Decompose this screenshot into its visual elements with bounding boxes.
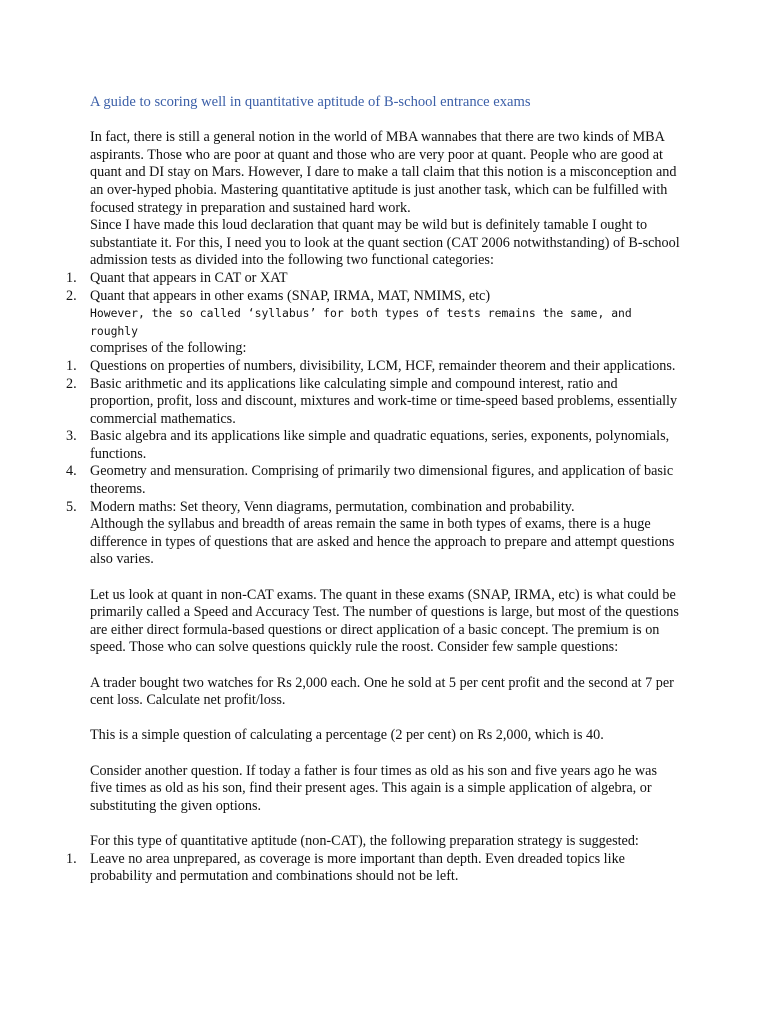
list-item: 2. Quant that appears in other exams (SNAP, IRMA, MAT, NMIMS, etc): [66, 287, 491, 304]
sample-question-2: Consider another question. If today a father is four times as old as his son and five years ago he was five times as old as his son, find their present ages. This again is a simple application of algebra, or substituting the given options.: [90, 762, 657, 814]
approach-paragraph: Although the syllabus and breadth of areas remain the same in both types of exams, there is a huge difference in types of questions that are asked and hence the approach to prepare and attempt questions also varies.: [90, 516, 675, 568]
document-title: A guide to scoring well in quantitative aptitude of B-school entrance exams: [90, 94, 531, 110]
list-item: 1. Quant that appears in CAT or XAT: [66, 269, 288, 286]
syllabus-intro: However, the so called ‘syllabus’ for both types of tests remains the same, and roughly comprises of the following:: [90, 306, 632, 357]
declaration-paragraph: Since I have made this loud declaration that quant may be wild but is definitely tamable I ought to substantiate it. For this, I need you to look at the quant section (CAT 2006 notwithstanding) of B-school admission tests as divided into the following two functional categories:: [90, 217, 680, 269]
list-item: 2. Basic arithmetic and its applications like calculating simple and compound interest, ratio and proportion, profit, loss and discount, mixtures and work-time or time-speed based problems, essentially commercial mathematics.: [66, 375, 678, 427]
document-body: [66, 94, 682, 886]
sample-question-1: A trader bought two watches for Rs 2,000 each. One he sold at 5 per cent profit and the second at 7 per cent loss. Calculate net profit/loss.: [90, 674, 674, 709]
non-cat-paragraph: Let us look at quant in non-CAT exams. The quant in these exams (SNAP, IRMA, etc) is what could be primarily called a Speed and Accuracy Test. The number of questions is large, but most of the questions are either direct formula-based questions or direct application of a basic concept. The premium is on speed. Those who can solve questions quickly rule the roost. Consider few sample questions:: [90, 586, 679, 656]
strategy-intro: For this type of quantitative aptitude (non-CAT), the following preparation strategy is suggested:: [90, 832, 639, 849]
list-item: 3. Basic algebra and its applications like simple and quadratic equations, series, exponents, polynomials, functions.: [66, 428, 670, 462]
list-item: 4. Geometry and mensuration. Comprising of primarily two dimensional figures, and application of basic theorems.: [66, 463, 674, 498]
answer-paragraph: This is a simple question of calculating a percentage (2 per cent) on Rs 2,000, which is 40.: [90, 727, 604, 744]
intro-paragraph: In fact, there is still a general notion in the world of MBA wannabes that there are two kinds of MBA aspirants. Those who are poor at quant and those who are very poor at quant. People who are good at quant and DI stay on Mars. However, I dare to make a tall claim that this notion is a misconception and an over-hyped phobia. Mastering quantitative aptitude is just another task, which can be fulfilled with focused strategy in preparation and sustained hard work.: [90, 129, 677, 216]
syllabus-list: [66, 357, 682, 516]
strategy-list: [66, 850, 682, 886]
categories-list: [66, 269, 682, 305]
list-item: 1. Questions on properties of numbers, divisibility, LCM, HCF, remainder theorem and their applications.: [66, 357, 676, 374]
list-item: 5. Modern maths: Set theory, Venn diagrams, permutation, combination and probability.: [66, 498, 575, 515]
list-item: 1. Leave no area unprepared, as coverage is more important than depth. Even dreaded topics like probability and permutation and combinations should not be left.: [66, 850, 625, 885]
